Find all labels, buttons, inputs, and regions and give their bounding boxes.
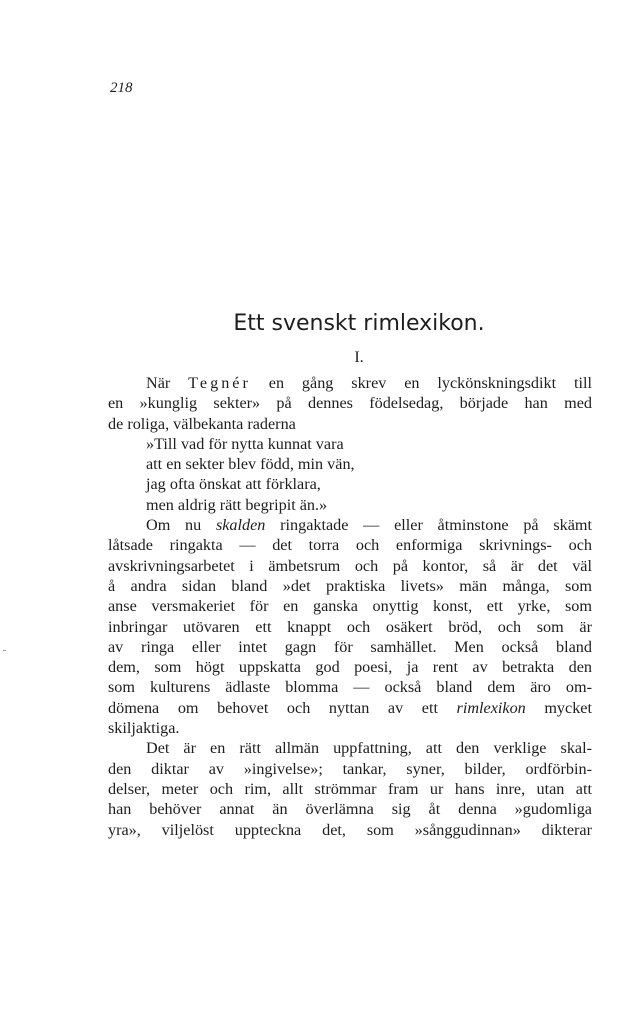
paragraph-2-line-3: avskrivningsarbetet i ämbetsrum och på kontor, så är det väl — [108, 556, 592, 575]
paragraph-3-line-4: han behöver annat än överlämna sig åt denna »gudomliga — [108, 800, 592, 819]
paragraph-3-line-1: Det är en rätt allmän uppfattning, att den verklige skal- — [146, 739, 592, 758]
emphasis-skalden: skalden — [215, 516, 266, 535]
verse-line-4: men aldrig rätt begripit än.» — [146, 495, 328, 514]
paragraph-2-line-10: dömena om behovet och nyttan av ett rimlexikon mycket — [108, 698, 592, 717]
paragraph-2-line-5: anse versmakeriet för en ganska onyttig konst, ett yrke, som — [108, 597, 592, 616]
verse-line-1: »Till vad för nytta kunnat vara — [146, 434, 344, 453]
verse-line-3: jag ofta önskat att förklara, — [146, 475, 321, 494]
paragraph-2-line-11: skiljaktiga. — [108, 719, 180, 738]
paragraph-1-line-2: en »kunglig sekter» på dennes födelsedag, började han med — [108, 394, 592, 413]
paragraph-2-line-1: Om nu skalden ringaktade — eller åtminstone på skämt — [146, 516, 592, 535]
paragraph-3-line-3: delser, meter och rim, allt strömmar fram ur hans inre, utan att — [108, 779, 592, 798]
paragraph-1-line-3: de roliga, välbekanta raderna — [108, 414, 296, 433]
paragraph-2-line-6: inbringar utövaren ett knappt och osäkert bröd, och som är — [108, 617, 592, 636]
chapter-title: Ett svenskt rimlexikon. — [233, 311, 485, 336]
verse-line-2: att en sekter blev född, min vän, — [146, 455, 355, 474]
paragraph-2-line-8: dem, som högt uppskatta god poesi, ja rent av betrakta den — [108, 658, 592, 677]
paragraph-3-line-5: yra», viljelöst uppteckna det, som »sånggudinnan» dikterar — [108, 820, 592, 839]
section-number: I. — [354, 349, 364, 366]
emphasis-rimlexikon: rimlexikon — [456, 698, 526, 717]
body-text — [108, 373, 592, 840]
author-name-tegner: Tegnér — [188, 374, 251, 392]
paragraph-2-line-7: av ringa eller intet gagn för samhället. Men också bland — [108, 637, 592, 656]
paragraph-2-line-2: låtsade ringakta — det torra och enformiga skrivnings- och — [108, 536, 592, 555]
paragraph-2-line-4: å andra sidan bland »det praktiska livets» män många, som — [108, 576, 592, 595]
paragraph-3-line-2: den diktar av »ingivelse»; tankar, syner, bilder, ordförbin- — [108, 759, 592, 778]
page-number: 218 — [110, 80, 133, 96]
paragraph-1-line-1: När Tegnér en gång skrev en lyckönskningsdikt till — [146, 374, 592, 392]
margin-mark — [3, 650, 6, 651]
paragraph-2-line-9: som kulturens ädlaste blomma — också bland dem äro om- — [108, 678, 592, 697]
